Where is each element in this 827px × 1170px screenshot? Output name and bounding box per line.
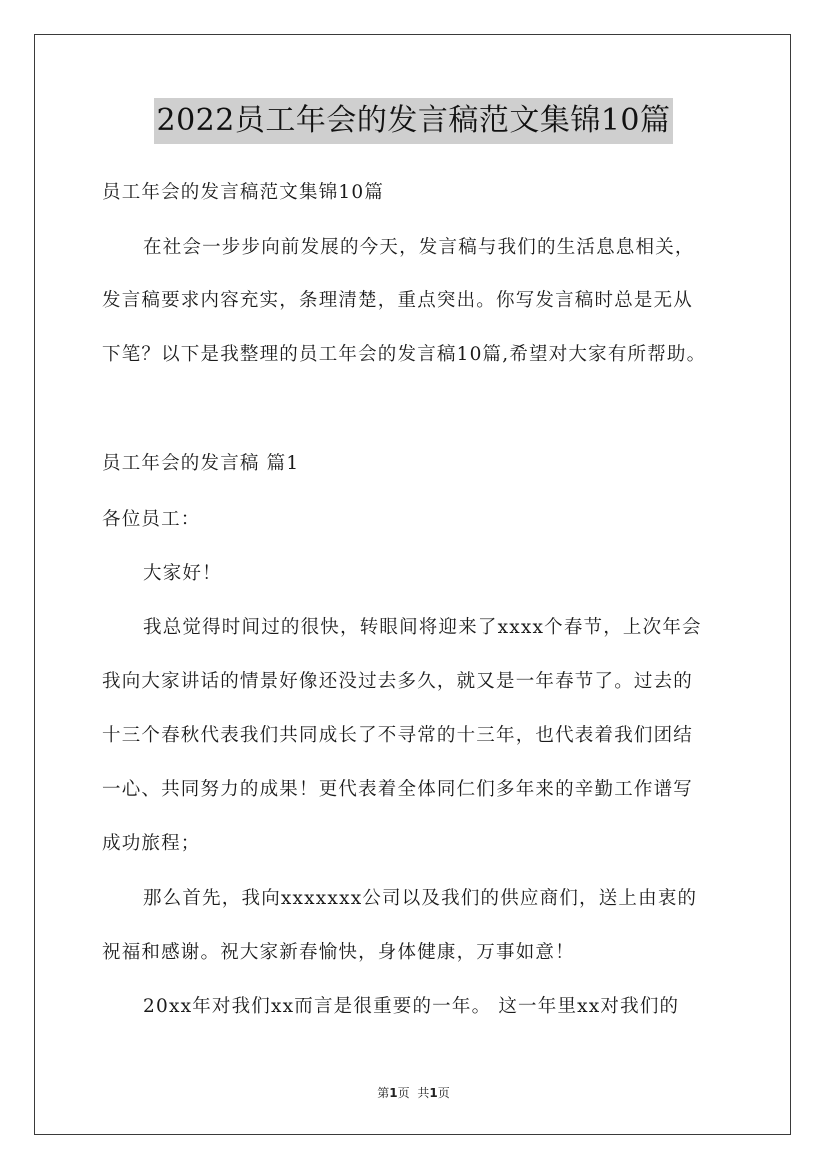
- page-suffix: 页: [397, 1086, 410, 1100]
- intro-line-3: 下笔？以下是我整理的员工年会的发言稿10篇,希望对大家有所帮助。: [102, 344, 707, 365]
- total-pages: 1: [429, 1086, 438, 1100]
- total-suffix: 页: [437, 1086, 450, 1100]
- document-subtitle: 员工年会的发言稿范文集锦10篇: [102, 182, 385, 203]
- intro-line-1: 在社会一步步向前发展的今天，发言稿与我们的生活息息相关，: [143, 237, 695, 258]
- para1-line-2: 我向大家讲话的情景好像还没过去多久，就又是一年春节了。过去的: [102, 671, 694, 692]
- page-footer: [0, 1084, 827, 1101]
- para2-line-2: 祝福和感谢。祝大家新春愉快，身体健康，万事如意！: [102, 942, 575, 963]
- title-block: [0, 98, 827, 144]
- total-prefix: 共: [417, 1086, 430, 1100]
- page-number: 1: [389, 1086, 398, 1100]
- para1-line-4: 一心、共同努力的成果！更代表着全体同仁们多年来的辛勤工作谱写: [102, 779, 694, 800]
- page-prefix: 第: [377, 1086, 390, 1100]
- section-heading: 员工年会的发言稿 篇1: [102, 453, 300, 474]
- salutation: 各位员工：: [102, 509, 201, 530]
- para1-line-1: 我总觉得时间过的很快，转眼间将迎来了xxxx个春节，上次年会: [143, 617, 702, 638]
- para3-line-1: 20xx年对我们xx而言是很重要的一年。 这一年里xx对我们的: [143, 996, 680, 1017]
- greeting: 大家好！: [143, 563, 222, 584]
- para1-line-5: 成功旅程；: [102, 833, 201, 854]
- intro-line-2: 发言稿要求内容充实，条理清楚，重点突出。你写发言稿时总是无从: [102, 290, 694, 311]
- para2-line-1: 那么首先，我向xxxxxxx公司以及我们的供应商们，送上由衷的: [143, 888, 698, 909]
- para1-line-3: 十三个春秋代表我们共同成长了不寻常的十三年，也代表着我们团结: [102, 725, 694, 746]
- document-title: 2022员工年会的发言稿范文集锦10篇: [154, 98, 672, 144]
